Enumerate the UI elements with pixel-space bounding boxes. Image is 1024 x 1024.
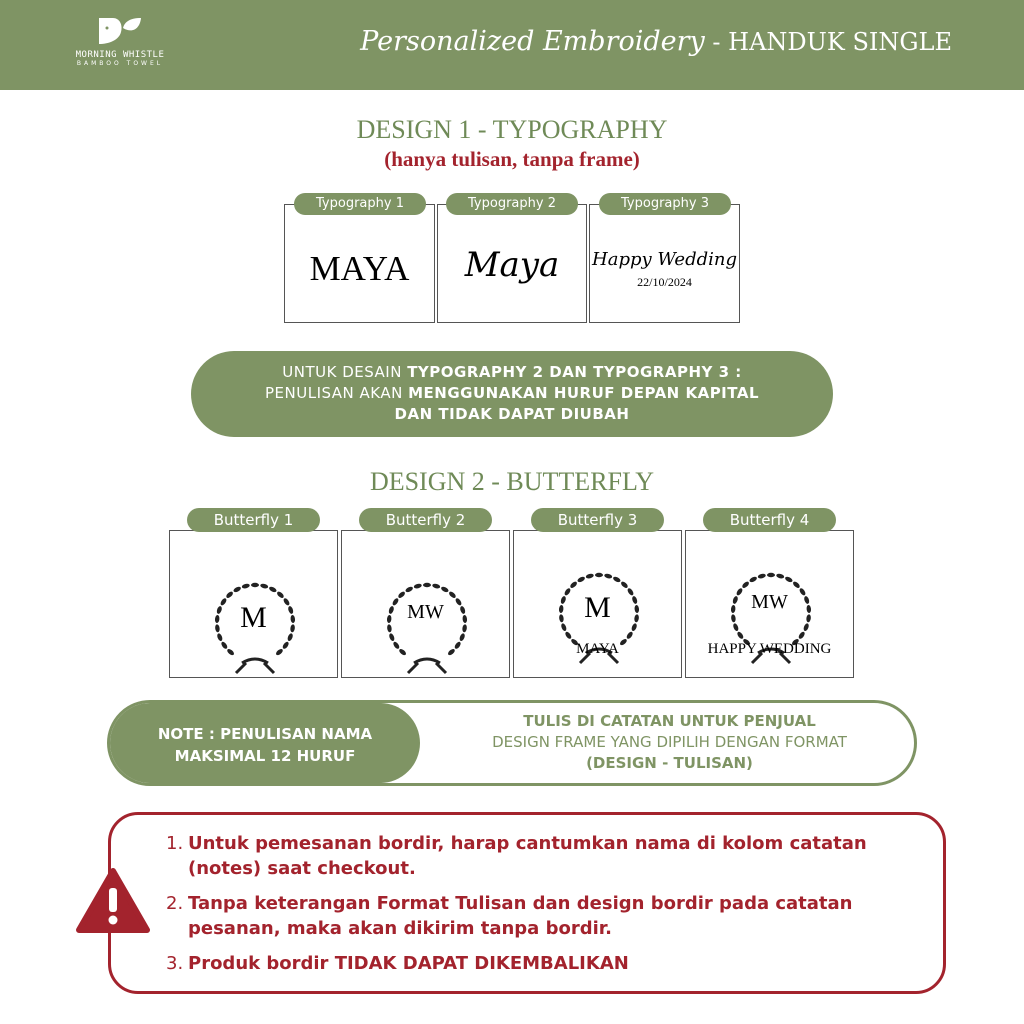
warning-icon	[76, 868, 150, 934]
note-banner	[107, 700, 917, 786]
typography-3-box[interactable]	[589, 204, 740, 323]
capital-letter-info: UNTUK DESAIN TYPOGRAPHY 2 DAN TYPOGRAPHY 3 : PENULISAN AKAN MENGGUNAKAN HURUF DEPAN KAPITAL DAN TIDAK DAPAT DIUBAH	[191, 351, 833, 437]
warning-item-1: 1. Untuk pemesanan bordir, harap cantumkan nama di kolom catatan (notes) saat checkout.	[166, 833, 867, 879]
butterfly-3-box[interactable]	[513, 530, 682, 678]
monogram: M	[240, 601, 267, 634]
monogram: MW	[407, 601, 444, 623]
brand-name: MORNING WHISTLE	[75, 50, 165, 60]
typography-1-sample: MAYA	[309, 249, 410, 288]
typography-2-tag: Typography 2	[446, 193, 578, 215]
note-seller-instructions: TULIS DI CATATAN UNTUK PENJUAL DESIGN FRAME YANG DIPILIH DENGAN FORMAT (DESIGN - TULISAN)	[492, 712, 847, 772]
design1-subtitle: (hanya tulisan, tanpa frame)	[384, 147, 640, 171]
butterfly-3-tag: Butterfly 3	[531, 508, 664, 532]
monogram: MW	[751, 591, 788, 613]
typography-2-sample: Maya	[464, 245, 560, 285]
butterfly-1-tag: Butterfly 1	[187, 508, 320, 532]
butterfly-2-box[interactable]	[341, 530, 510, 678]
typography-3-date: 22/10/2024	[637, 275, 692, 289]
page-title: Personalized Embroidery - HANDUK SINGLE	[360, 26, 952, 57]
butterfly-4-box[interactable]	[685, 530, 854, 678]
butterfly-caption: HAPPY WEDDING	[707, 641, 832, 657]
header-banner	[0, 0, 1024, 90]
butterfly-4-tag: Butterfly 4	[703, 508, 836, 532]
butterfly-1-box[interactable]	[169, 530, 338, 678]
butterfly-caption: MAYA	[576, 641, 619, 657]
typography-1-tag: Typography 1	[294, 193, 426, 215]
note-max-letters: NOTE : PENULISAN NAMA MAKSIMAL 12 HURUF	[110, 703, 420, 783]
design2-title: DESIGN 2 - BUTTERFLY	[369, 467, 655, 496]
typography-2-box[interactable]	[437, 204, 587, 323]
typography-1-box[interactable]	[284, 204, 435, 323]
design1-title: DESIGN 1 - TYPOGRAPHY	[356, 115, 668, 144]
bird-leaf-icon	[97, 16, 143, 46]
warning-item-3: 3. Produk bordir TIDAK DAPAT DIKEMBALIKAN	[166, 953, 629, 974]
brand-logo	[70, 16, 170, 67]
typography-3-sample: Happy Wedding	[592, 249, 737, 270]
monogram: M	[584, 591, 611, 624]
warning-item-2: 2. Tanpa keterangan Format Tulisan dan design bordir pada catatan pesanan, maka akan dikirim tanpa bordir.	[166, 893, 853, 939]
brand-sub: BAMBOO TOWEL	[76, 60, 164, 67]
typography-3-tag: Typography 3	[599, 193, 731, 215]
warning-box	[108, 812, 946, 994]
butterfly-2-tag: Butterfly 2	[359, 508, 492, 532]
